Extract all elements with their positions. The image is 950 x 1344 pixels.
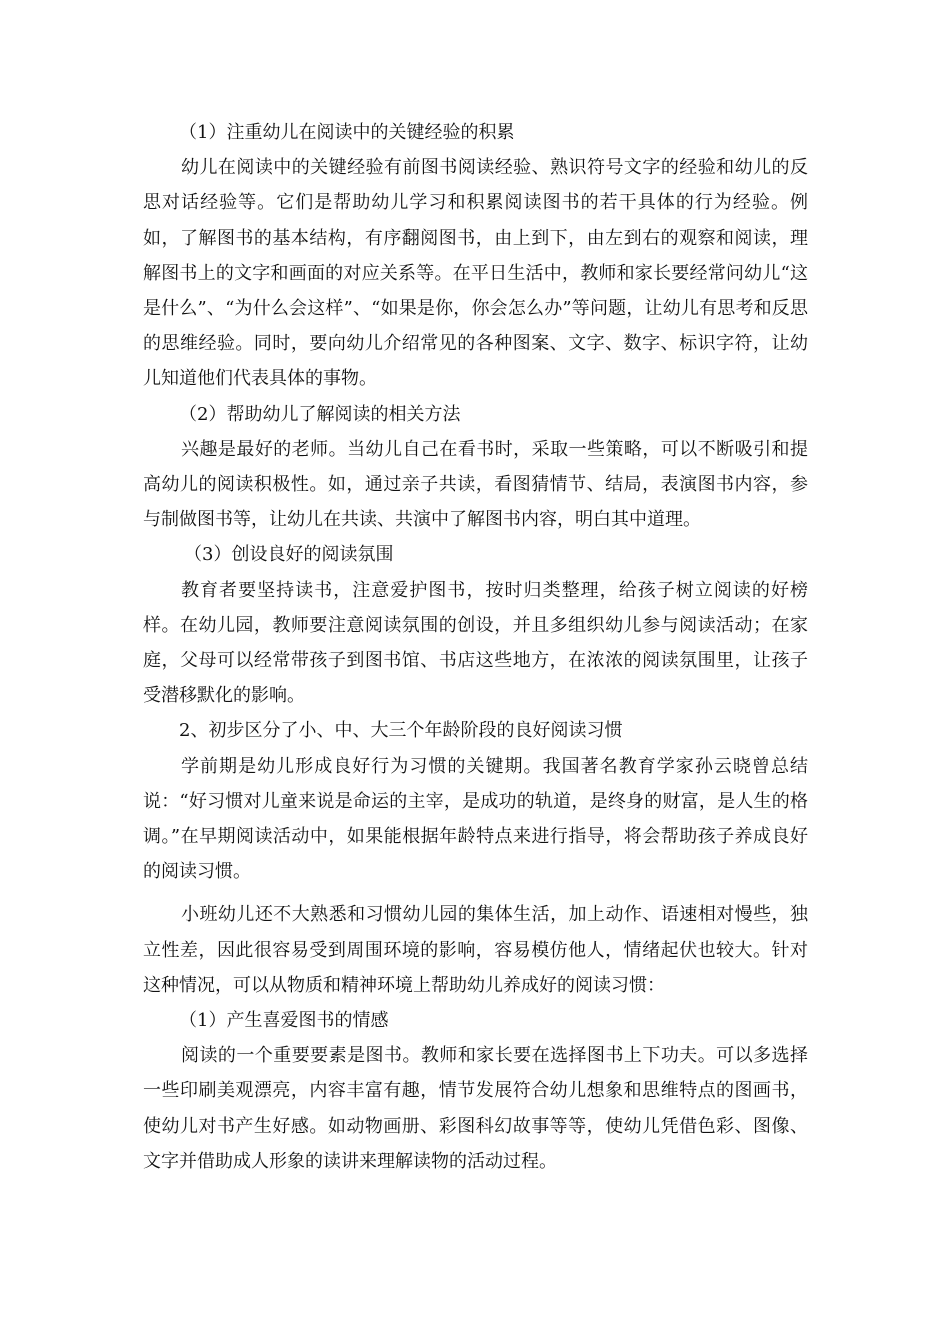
paragraph-reading-atmosphere: 教育者要坚持读书，注意爱护图书，按时归类整理，给孩子树立阅读的好榜样。在幼儿园，教师要注意阅读氛围的创设，并且多组织幼儿参与阅读活动；在家庭，父母可以经常带孩子到图书馆、书店这些地方，在浓浓的阅读氛围里，让孩子受潜移默化的影响。 xyxy=(143,579,808,707)
paragraph-key-experience: 幼儿在阅读中的关键经验有前图书阅读经验、熟识符号文字的经验和幼儿的反思对话经验等。它们是帮助幼儿学习和积累阅读图书的若干具体的行为经验。例如，了解图书的基本结构，有序翻阅图书，由上到下，由左到右的观察和阅读，理解图书上的文字和画面的对应关系等。在平日生活中，教师和家长要经常问幼儿“这是什么”、“为什么会这样”、“如果是你，你会怎么办”等问题，让幼儿有思考和反思的思维经验。同时，要向幼儿介绍常见的各种图案、文字、数字、标识字符，让幼儿知道他们代表具体的事物。 xyxy=(143,157,808,390)
section-heading-2: （2）帮助幼儿了解阅读的相关方法 xyxy=(179,403,461,425)
document-body xyxy=(143,115,808,1179)
section-heading-love-books: （1）产生喜爱图书的情感 xyxy=(179,1010,389,1032)
paragraph-gap xyxy=(143,889,808,897)
paragraph-reading-methods: 兴趣是最好的老师。当幼儿自己在看书时，采取一些策略，可以不断吸引和提高幼儿的阅读积极性。如，通过亲子共读，看图猜情节、结局，表演图书内容，参与制做图书等，让幼儿在共读、共演中了解图书内容，明白其中道理。 xyxy=(143,438,808,531)
section-heading-age-stages: 2、初步区分了小、中、大三个年龄阶段的良好阅读习惯 xyxy=(179,720,623,742)
paragraph-book-selection: 阅读的一个重要要素是图书。教师和家长要在选择图书上下功夫。可以多选择一些印刷美观漂亮，内容丰富有趣，情节发展符合幼儿想象和思维特点的图画书，使幼儿对书产生好感。如动物画册、彩图科幻故事等等，使幼儿凭借色彩、图像、文字并借助成人形象的读讲来理解读物的活动过程。 xyxy=(143,1045,808,1172)
paragraph-small-class: 小班幼儿还不大熟悉和习惯幼儿园的集体生活，加上动作、语速相对慢些，独立性差，因此很容易受到周围环境的影响，容易模仿他人，情绪起伏也较大。针对这种情况，可以从物质和精神环境上帮助幼儿养成好的阅读习惯： xyxy=(143,904,808,996)
section-heading-3: （3）创设良好的阅读氛围 xyxy=(184,544,394,566)
paragraph-habit-formation: 学前期是幼儿形成良好行为习惯的关键期。我国著名教育学家孙云晓曾总结说：“好习惯对儿童来说是命运的主宰，是成功的轨道，是终身的财富，是人生的格调。”在早期阅读活动中，如果能根据年龄特点来进行指导，将会帮助孩子养成良好的阅读习惯。 xyxy=(143,755,808,883)
section-heading-1: （1）注重幼儿在阅读中的关键经验的积累 xyxy=(179,122,515,143)
